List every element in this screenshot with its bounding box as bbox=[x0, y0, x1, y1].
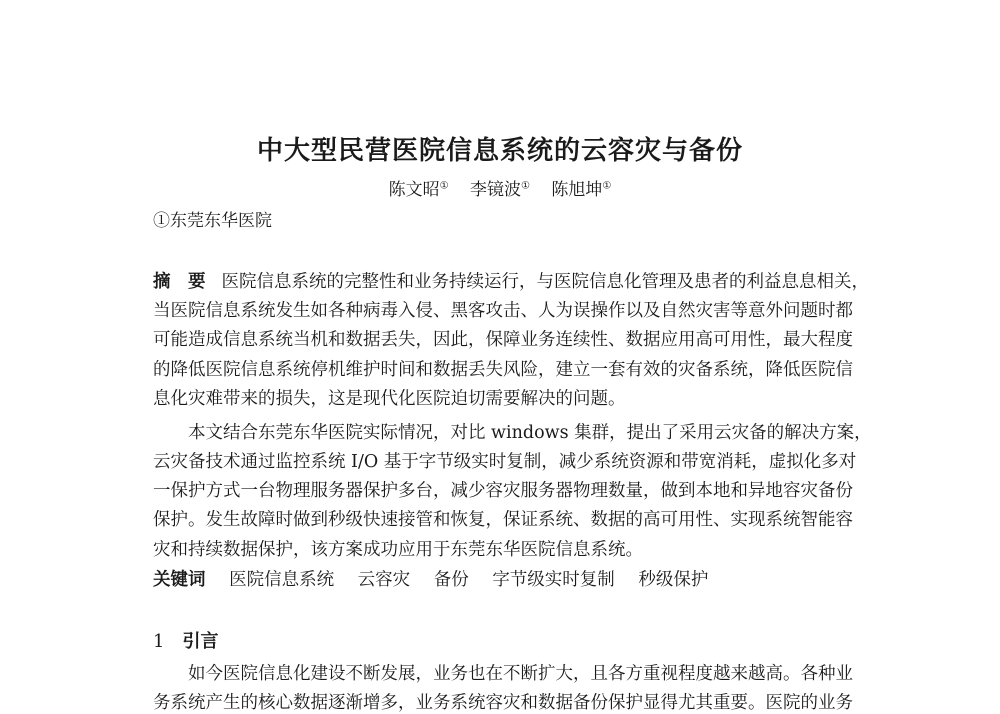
keyword: 字节级实时复制 bbox=[492, 570, 615, 590]
keyword: 秒级保护 bbox=[638, 570, 709, 590]
abstract-label: 摘 要 bbox=[153, 272, 206, 292]
keywords-label: 关键词 bbox=[153, 570, 206, 590]
keyword: 医院信息系统 bbox=[229, 570, 335, 590]
abstract-line: 息化灾难带来的损失，这是现代化医院迫切需要解决的问题。 bbox=[153, 389, 626, 409]
body-line: 务系统产生的核心数据逐渐增多，业务系统容灾和数据备份保护显得尤其重要。医院的业务 bbox=[153, 693, 853, 713]
paper-title: 中大型民营医院信息系统的云容灾与备份 bbox=[256, 136, 743, 166]
body-line: 如今医院信息化建设不断发展，业务也在不断扩大，且各方重视程度越来越高。各种业 bbox=[188, 664, 853, 684]
section-heading: 1 引言 bbox=[153, 631, 219, 652]
abstract-line: 保护。发生故障时做到秒级快速接管和恢复，保证系统、数据的高可用性、实现系统智能容 bbox=[153, 510, 853, 530]
abstract-line: 本文结合东莞东华医院实际情况，对比 windows 集群，提出了采用云灾备的解决方案， bbox=[188, 423, 872, 443]
author: 陈文昭① bbox=[388, 180, 449, 200]
affiliation: ①东莞东华医院 bbox=[153, 211, 272, 231]
keyword: 云容灾 bbox=[357, 570, 411, 590]
abstract-line: 一保护方式一台物理服务器保护多台，减少容灾服务器物理数量，做到本地和异地容灾备份 bbox=[153, 481, 853, 501]
author: 陈旭坤① bbox=[551, 180, 612, 200]
abstract-line: 的降低医院信息系统停机维护时间和数据丢失风险，建立一套有效的灾备系统，降低医院信 bbox=[153, 360, 853, 380]
keyword: 备份 bbox=[433, 570, 469, 590]
abstract-line: 灾和持续数据保护，该方案成功应用于东莞东华医院信息系统。 bbox=[153, 540, 643, 560]
abstract-line: 云灾备技术通过监控系统 I/O 基于字节级实时复制，减少系统资源和带宽消耗，虚拟化多对 bbox=[153, 452, 857, 472]
keywords bbox=[153, 566, 850, 591]
abstract-line: 当医院信息系统发生如各种病毒入侵、黑客攻击、人为误操作以及自然灾害等意外问题时都 bbox=[153, 301, 853, 321]
abstract-line: 摘 要 医院信息系统的完整性和业务持续运行，与医院信息化管理及患者的利益息息相关， bbox=[153, 272, 869, 292]
abstract-line: 可能造成信息系统当机和数据丢失，因此，保障业务连续性、数据应用高可用性，最大程度 bbox=[153, 330, 853, 350]
author: 李镜波① bbox=[470, 180, 530, 200]
author-list bbox=[0, 175, 1000, 200]
